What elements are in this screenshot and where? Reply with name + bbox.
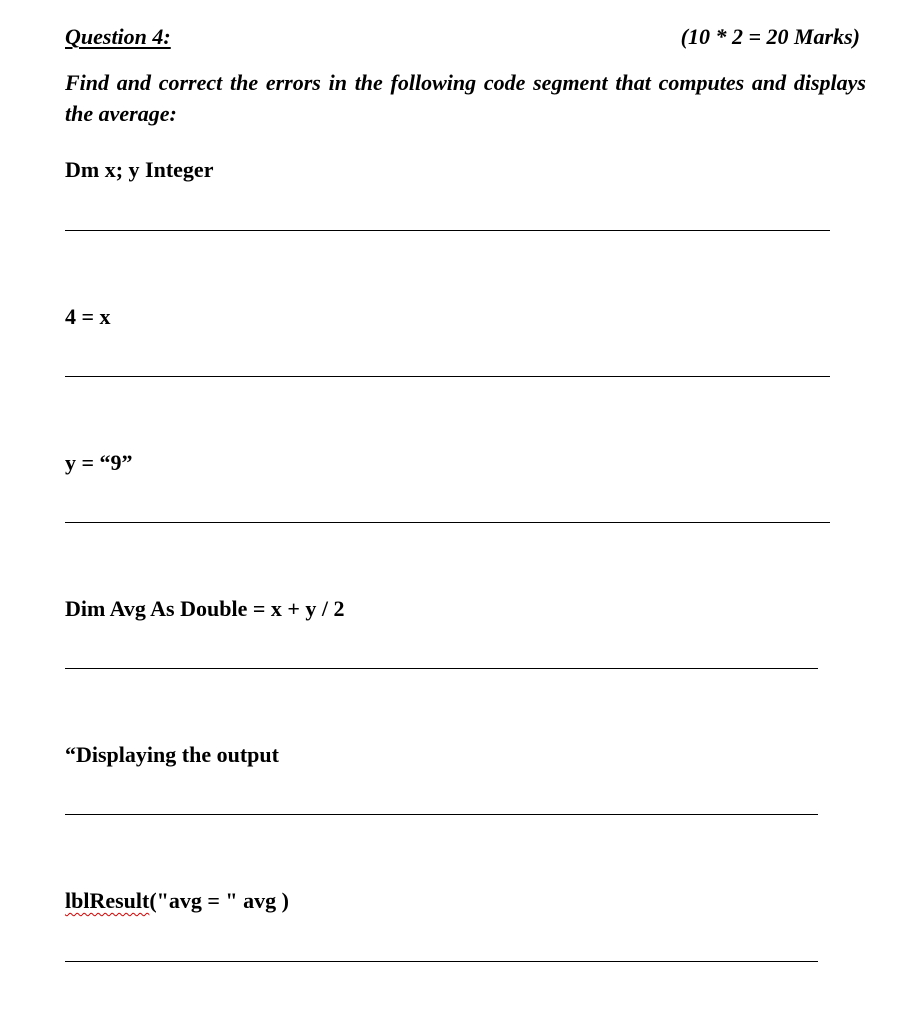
code-line-6 xyxy=(65,888,289,914)
code-line-6-rest: ("avg = " avg ) xyxy=(149,888,289,913)
answer-line-1 xyxy=(65,230,830,231)
question-marks: (10 * 2 = 20 Marks) xyxy=(680,24,860,49)
answer-line-3 xyxy=(65,522,830,523)
answer-line-6 xyxy=(65,961,818,962)
code-line-1: Dm x; y Integer xyxy=(65,157,214,182)
code-line-2: 4 = x xyxy=(65,304,111,329)
code-line-4: Dim Avg As Double = x + y / 2 xyxy=(65,596,345,621)
spellcheck-flagged-word: lblResult xyxy=(65,888,150,913)
answer-line-4 xyxy=(65,668,818,669)
code-line-5: “Displaying the output xyxy=(65,742,279,767)
question-instructions: Find and correct the errors in the following code segment that computes and displays the average: xyxy=(65,70,866,126)
code-line-3: y = “9” xyxy=(65,450,133,475)
answer-line-5 xyxy=(65,814,818,815)
question-title: Question 4: xyxy=(65,24,171,49)
answer-line-2 xyxy=(65,376,830,377)
